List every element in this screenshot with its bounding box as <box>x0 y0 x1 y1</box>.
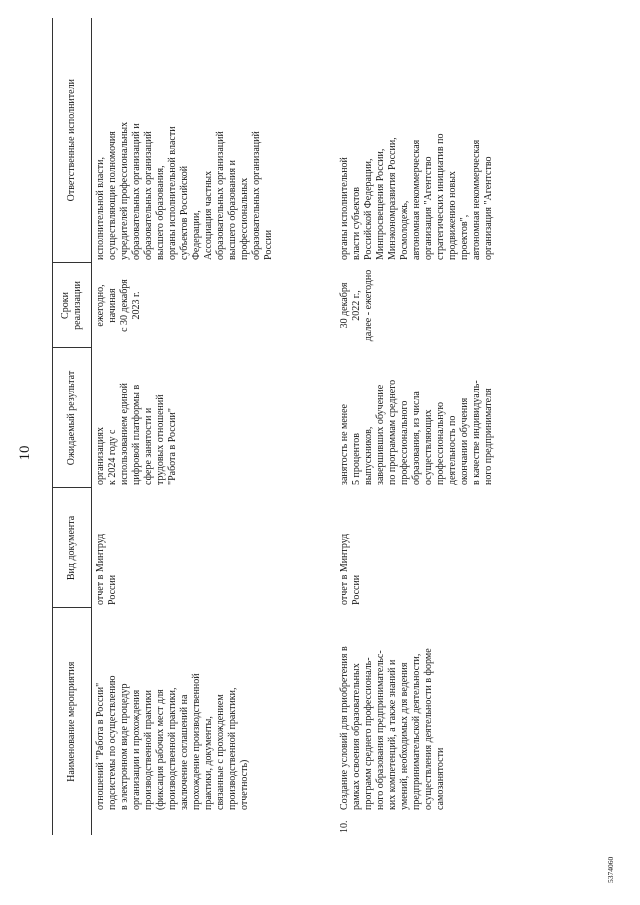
table-row <box>92 18 336 835</box>
deadline: ежегодно, начиная с 30 декабря 2023 г. <box>95 279 142 332</box>
row-number: 10. <box>339 820 350 833</box>
expected-result: организациях к 2024 году с использованием единой цифровой платформы в сфере занятости и трудовых отношений "Работа в России" <box>95 383 178 485</box>
header-deadline: Сроки реализации <box>53 263 92 348</box>
measure-name: Создание условий для приобретения в рамках освоения образовательных программ среднего профессиональ- ного образования предпринимательс- ких компетенций, а также знаний и умений, необходимых для ведения предпринимательской деятельности, осуществления деятельности в форме самозанятости <box>339 646 446 810</box>
header-doc-type: Вид документа <box>53 488 92 608</box>
measure-name: отношений "Работа в России" подсистемы по осуществлению в электронном виде процедур организации и прохождения производственной практики (фиксация рабочих мест для производственной практики, заключение соглашений на прохождение производственной практики, документы, связанные с прохождением производственной практики, отчетность) <box>95 673 250 810</box>
executors: исполнительной власти, осуществляющие полномочия учредителей профессиональных образовательных организаций и образовательных организаций высшего образования, органы исполнительной власти субъектов Российской Федерации, Ассоциация частных образовательных организаций высшего образования и профессиональных образовательных организаций России <box>95 121 274 260</box>
header-result: Ожидаемый результат <box>53 348 92 488</box>
document-id: 5374060 <box>606 856 615 883</box>
header-name: Наименование мероприятия <box>53 608 92 835</box>
table-header-row <box>53 18 92 835</box>
page-number: 10 <box>17 445 33 461</box>
document-type: отчет в Минтруд России <box>339 533 362 605</box>
deadline: 30 декабря 2022 г., далее - ежегодно <box>339 269 374 342</box>
table-row <box>335 18 584 835</box>
row-number <box>92 813 336 835</box>
measures-table <box>52 18 584 835</box>
document-type: отчет в Минтруд России <box>95 533 118 605</box>
expected-result: занятость не менее 5 процентов выпускников, завершивших обучение по программам среднего профессионального образования, из числа осуществляющих профессиональную деятельность по окончании обучения в качестве индивидуаль- ного предпринимателя <box>339 379 494 485</box>
header-executors: Ответственные исполнители <box>53 18 92 263</box>
executors: органы исполнительной власти субъектов Российской Федерации, Минпросвещения России, Минэкономразвития России, Росмолодежь, автономная некоммерческая организация "Агентство стратегических инициатив по продвижению новых проектов", автономная некоммерческая организация "Агентство <box>339 133 494 260</box>
